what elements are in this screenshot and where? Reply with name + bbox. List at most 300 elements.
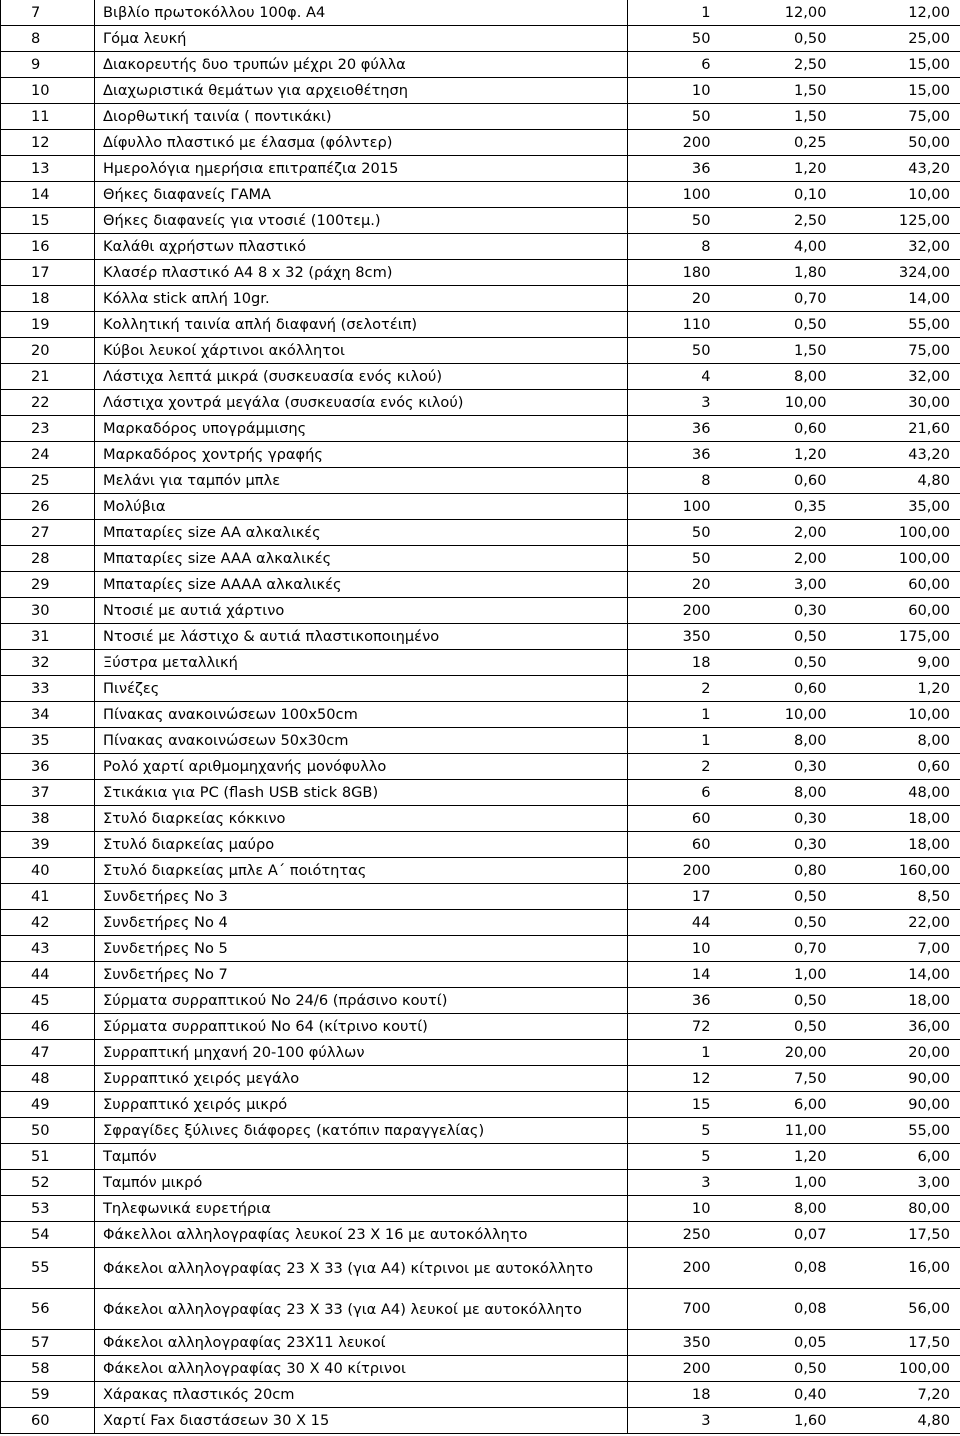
item-description-cell: Φάκελοι αλληλογραφίας 23 Χ 33 (για Α4) λευκοί με αυτοκόλλητο [95,1289,628,1330]
item-number-cell: 46 [1,1014,95,1040]
unit-price-cell: 2,00 [719,546,827,572]
total-cell: 7,00 [827,936,960,962]
item-number-cell: 29 [1,572,95,598]
unit-price-cell: 0,60 [719,416,827,442]
unit-price-cell: 2,50 [719,52,827,78]
item-description-cell: Καλάθι αχρήστων πλαστικό [95,234,628,260]
item-description-cell: Σύρματα συρραπτικού Νο 64 (κίτρινο κουτί) [95,1014,628,1040]
item-number-cell: 19 [1,312,95,338]
unit-price-cell: 0,30 [719,832,827,858]
item-number-cell: 30 [1,598,95,624]
table-row [1,1040,960,1066]
item-description-cell: Μαρκαδόρος χοντρής γραφής [95,442,628,468]
item-description-cell: Κολλητική ταινία απλή διαφανή (σελοτέιπ) [95,312,628,338]
item-number-cell: 34 [1,702,95,728]
quantity-cell: 50 [628,338,719,364]
item-number-cell: 26 [1,494,95,520]
unit-price-cell: 20,00 [719,1040,827,1066]
item-number-cell: 48 [1,1066,95,1092]
unit-price-cell: 8,00 [719,780,827,806]
item-description-cell: Φάκελοι αλληλογραφίας 23 Χ 33 (για Α4) κίτρινοι με αυτοκόλλητο [95,1248,628,1289]
item-description-cell: Συρραπτικό χειρός μεγάλο [95,1066,628,1092]
item-number-cell: 17 [1,260,95,286]
item-number-cell: 43 [1,936,95,962]
item-description-cell: Στυλό διαρκείας μαύρο [95,832,628,858]
item-description-cell: Μπαταρίες size AAA αλκαλικές [95,546,628,572]
item-number-cell: 14 [1,182,95,208]
total-cell: 48,00 [827,780,960,806]
unit-price-cell: 1,50 [719,338,827,364]
quantity-cell: 36 [628,156,719,182]
quantity-cell: 10 [628,936,719,962]
item-number-cell: 55 [1,1248,95,1289]
unit-price-cell: 4,00 [719,234,827,260]
table-row [1,884,960,910]
unit-price-cell: 1,20 [719,156,827,182]
quantity-cell: 36 [628,988,719,1014]
item-description-cell: Στυλό διαρκείας μπλε Α΄ ποιότητας [95,858,628,884]
table-row [1,156,960,182]
total-cell: 175,00 [827,624,960,650]
item-description-cell: Μαρκαδόρος υπογράμμισης [95,416,628,442]
total-cell: 60,00 [827,598,960,624]
item-description-cell: Συνδετήρες Νο 3 [95,884,628,910]
total-cell: 10,00 [827,702,960,728]
table-row [1,1248,960,1289]
quantity-cell: 700 [628,1289,719,1330]
item-number-cell: 8 [1,26,95,52]
total-cell: 75,00 [827,338,960,364]
table-row [1,910,960,936]
table-row [1,702,960,728]
item-description-cell: Πίνακας ανακοινώσεων 50x30cm [95,728,628,754]
table-row [1,728,960,754]
item-number-cell: 23 [1,416,95,442]
item-description-cell: Πίνακας ανακοινώσεων 100x50cm [95,702,628,728]
total-cell: 30,00 [827,390,960,416]
quantity-cell: 350 [628,624,719,650]
unit-price-cell: 0,40 [719,1382,827,1408]
total-cell: 18,00 [827,988,960,1014]
unit-price-cell: 8,00 [719,364,827,390]
item-description-cell: Ρολό χαρτί αριθμομηχανής μονόφυλλο [95,754,628,780]
unit-price-cell: 0,30 [719,598,827,624]
unit-price-cell: 10,00 [719,702,827,728]
total-cell: 4,80 [827,1408,960,1434]
item-number-cell: 41 [1,884,95,910]
unit-price-cell: 0,50 [719,884,827,910]
total-cell: 15,00 [827,52,960,78]
unit-price-cell: 8,00 [719,1196,827,1222]
unit-price-cell: 0,70 [719,936,827,962]
quantity-cell: 60 [628,832,719,858]
item-description-cell: Συνδετήρες Νο 7 [95,962,628,988]
quantity-cell: 12 [628,1066,719,1092]
total-cell: 125,00 [827,208,960,234]
quantity-cell: 200 [628,1248,719,1289]
table-row [1,1408,960,1434]
item-number-cell: 31 [1,624,95,650]
quantity-cell: 4 [628,364,719,390]
quantity-cell: 6 [628,52,719,78]
total-cell: 324,00 [827,260,960,286]
item-description-cell: Ημερολόγια ημερήσια επιτραπέζια 2015 [95,156,628,182]
item-number-cell: 32 [1,650,95,676]
quantity-cell: 17 [628,884,719,910]
total-cell: 0,60 [827,754,960,780]
total-cell: 160,00 [827,858,960,884]
total-cell: 8,50 [827,884,960,910]
unit-price-cell: 12,00 [719,0,827,26]
item-description-cell: Μπαταρίες size AAAA αλκαλικές [95,572,628,598]
item-description-cell: Μελάνι για ταμπόν μπλε [95,468,628,494]
quantity-cell: 36 [628,442,719,468]
unit-price-cell: 1,50 [719,104,827,130]
table-row [1,1170,960,1196]
unit-price-cell: 0,50 [719,650,827,676]
quantity-cell: 50 [628,208,719,234]
item-number-cell: 60 [1,1408,95,1434]
unit-price-cell: 0,50 [719,26,827,52]
item-description-cell: Κύβοι λευκοί χάρτινοι ακόλλητοι [95,338,628,364]
item-number-cell: 54 [1,1222,95,1248]
item-description-cell: Στικάκια για PC (flash USB stick 8GB) [95,780,628,806]
item-description-cell: Φάκελοι αλληλογραφίας 23Χ11 λευκοί [95,1330,628,1356]
table-row [1,260,960,286]
item-number-cell: 42 [1,910,95,936]
item-description-cell: Χαρτί Fax διαστάσεων 30 Χ 15 [95,1408,628,1434]
quantity-cell: 8 [628,234,719,260]
item-description-cell: Δίφυλλο πλαστικό με έλασμα (φόλντερ) [95,130,628,156]
unit-price-cell: 0,30 [719,806,827,832]
item-number-cell: 25 [1,468,95,494]
item-number-cell: 21 [1,364,95,390]
quantity-cell: 60 [628,806,719,832]
quantity-cell: 110 [628,312,719,338]
unit-price-cell: 0,70 [719,286,827,312]
item-description-cell: Χάρακας πλαστικός 20cm [95,1382,628,1408]
total-cell: 14,00 [827,286,960,312]
unit-price-cell: 0,50 [719,1014,827,1040]
item-description-cell: Λάστιχα χοντρά μεγάλα (συσκευασία ενός κιλού) [95,390,628,416]
total-cell: 12,00 [827,0,960,26]
unit-price-cell: 7,50 [719,1066,827,1092]
table-row [1,286,960,312]
total-cell: 25,00 [827,26,960,52]
item-description-cell: Συνδετήρες Νο 5 [95,936,628,962]
item-number-cell: 53 [1,1196,95,1222]
table-row [1,182,960,208]
unit-price-cell: 11,00 [719,1118,827,1144]
table-row [1,546,960,572]
item-description-cell: Τηλεφωνικά ευρετήρια [95,1196,628,1222]
quantity-cell: 1 [628,702,719,728]
quantity-cell: 2 [628,754,719,780]
table-row [1,520,960,546]
table-row [1,26,960,52]
quantity-cell: 36 [628,416,719,442]
item-number-cell: 59 [1,1382,95,1408]
item-description-cell: Φάκελοι αλληλογραφίας 30 Χ 40 κίτρινοι [95,1356,628,1382]
table-row [1,650,960,676]
unit-price-cell: 2,50 [719,208,827,234]
quantity-cell: 200 [628,858,719,884]
item-description-cell: Σύρματα συρραπτικού Νο 24/6 (πράσινο κουτί) [95,988,628,1014]
table-row [1,1289,960,1330]
table-row [1,234,960,260]
table-row [1,130,960,156]
total-cell: 20,00 [827,1040,960,1066]
total-cell: 43,20 [827,156,960,182]
total-cell: 18,00 [827,832,960,858]
table-row [1,1382,960,1408]
item-number-cell: 37 [1,780,95,806]
table-row [1,1356,960,1382]
item-description-cell: Ταμπόν [95,1144,628,1170]
unit-price-cell: 2,00 [719,520,827,546]
item-number-cell: 18 [1,286,95,312]
table-row [1,624,960,650]
item-description-cell: Ξύστρα μεταλλική [95,650,628,676]
quantity-cell: 18 [628,1382,719,1408]
item-number-cell: 22 [1,390,95,416]
table-row [1,1118,960,1144]
table-row [1,104,960,130]
total-cell: 80,00 [827,1196,960,1222]
table-row [1,364,960,390]
quantity-cell: 350 [628,1330,719,1356]
quantity-cell: 1 [628,0,719,26]
unit-price-cell: 0,05 [719,1330,827,1356]
table-row [1,78,960,104]
table-row [1,390,960,416]
unit-price-cell: 0,35 [719,494,827,520]
table-row [1,1196,960,1222]
item-number-cell: 24 [1,442,95,468]
item-number-cell: 11 [1,104,95,130]
table-row [1,988,960,1014]
unit-price-cell: 0,50 [719,988,827,1014]
unit-price-cell: 0,50 [719,624,827,650]
unit-price-cell: 6,00 [719,1092,827,1118]
quantity-cell: 18 [628,650,719,676]
table-row [1,858,960,884]
quantity-cell: 72 [628,1014,719,1040]
quantity-cell: 2 [628,676,719,702]
table-row [1,1014,960,1040]
total-cell: 55,00 [827,1118,960,1144]
unit-price-cell: 0,60 [719,676,827,702]
table-row [1,806,960,832]
table-row [1,676,960,702]
quantity-cell: 15 [628,1092,719,1118]
table-row [1,208,960,234]
unit-price-cell: 0,50 [719,910,827,936]
unit-price-cell: 1,00 [719,1170,827,1196]
item-number-cell: 13 [1,156,95,182]
table-row [1,780,960,806]
total-cell: 75,00 [827,104,960,130]
item-description-cell: Συνδετήρες Νο 4 [95,910,628,936]
quantity-cell: 8 [628,468,719,494]
quantity-cell: 50 [628,26,719,52]
unit-price-cell: 0,07 [719,1222,827,1248]
item-description-cell: Διακορευτής δυο τρυπών μέχρι 20 φύλλα [95,52,628,78]
unit-price-cell: 0,80 [719,858,827,884]
quantity-cell: 3 [628,1170,719,1196]
item-number-cell: 7 [1,0,95,26]
item-description-cell: Κόλλα stick απλή 10gr. [95,286,628,312]
item-description-cell: Μπαταρίες size AA αλκαλικές [95,520,628,546]
quantity-cell: 1 [628,728,719,754]
total-cell: 14,00 [827,962,960,988]
quantity-cell: 180 [628,260,719,286]
total-cell: 56,00 [827,1289,960,1330]
quantity-cell: 3 [628,390,719,416]
unit-price-cell: 0,50 [719,1356,827,1382]
item-description-cell: Φάκελλοι αλληλογραφίας λευκοί 23 Χ 16 με αυτοκόλλητο [95,1222,628,1248]
total-cell: 10,00 [827,182,960,208]
item-number-cell: 52 [1,1170,95,1196]
table-row [1,1222,960,1248]
item-description-cell: Κλασέρ πλαστικό Α4 8 x 32 (ράχη 8cm) [95,260,628,286]
unit-price-cell: 0,60 [719,468,827,494]
item-description-cell: Ντοσιέ με λάστιχο & αυτιά πλαστικοποιημένο [95,624,628,650]
item-number-cell: 49 [1,1092,95,1118]
table-row [1,312,960,338]
item-number-cell: 39 [1,832,95,858]
total-cell: 90,00 [827,1092,960,1118]
total-cell: 32,00 [827,364,960,390]
item-description-cell: Διορθωτική ταινία ( ποντικάκι) [95,104,628,130]
table-body [1,0,960,1434]
unit-price-cell: 1,00 [719,962,827,988]
item-number-cell: 38 [1,806,95,832]
table-row [1,442,960,468]
total-cell: 100,00 [827,520,960,546]
item-description-cell: Μολύβια [95,494,628,520]
total-cell: 8,00 [827,728,960,754]
table-row [1,1066,960,1092]
item-number-cell: 16 [1,234,95,260]
table-row [1,52,960,78]
table-row [1,936,960,962]
total-cell: 17,50 [827,1222,960,1248]
quantity-cell: 14 [628,962,719,988]
total-cell: 90,00 [827,1066,960,1092]
unit-price-cell: 10,00 [719,390,827,416]
table-row [1,1092,960,1118]
total-cell: 9,00 [827,650,960,676]
table-row [1,338,960,364]
total-cell: 32,00 [827,234,960,260]
unit-price-cell: 0,50 [719,312,827,338]
item-number-cell: 33 [1,676,95,702]
unit-price-cell: 0,08 [719,1248,827,1289]
item-description-cell: Ντοσιέ με αυτιά χάρτινο [95,598,628,624]
quantity-cell: 10 [628,1196,719,1222]
quantity-cell: 50 [628,104,719,130]
unit-price-cell: 0,10 [719,182,827,208]
quantity-cell: 250 [628,1222,719,1248]
item-number-cell: 51 [1,1144,95,1170]
item-description-cell: Συρραπτικό χειρός μικρό [95,1092,628,1118]
unit-price-cell: 1,20 [719,442,827,468]
quantity-cell: 44 [628,910,719,936]
total-cell: 100,00 [827,546,960,572]
item-description-cell: Θήκες διαφανείς ΓΑΜΑ [95,182,628,208]
item-number-cell: 10 [1,78,95,104]
table-row [1,1144,960,1170]
table-row [1,416,960,442]
total-cell: 3,00 [827,1170,960,1196]
unit-price-cell: 8,00 [719,728,827,754]
item-number-cell: 50 [1,1118,95,1144]
item-number-cell: 57 [1,1330,95,1356]
item-description-cell: Σφραγίδες ξύλινες διάφορες (κατόπιν παραγγελίας) [95,1118,628,1144]
item-number-cell: 9 [1,52,95,78]
item-description-cell: Συρραπτική μηχανή 20-100 φύλλων [95,1040,628,1066]
item-number-cell: 45 [1,988,95,1014]
quantity-cell: 5 [628,1144,719,1170]
unit-price-cell: 0,30 [719,754,827,780]
item-description-cell: Στυλό διαρκείας κόκκινο [95,806,628,832]
quantity-cell: 200 [628,598,719,624]
item-number-cell: 15 [1,208,95,234]
quantity-cell: 3 [628,1408,719,1434]
unit-price-cell: 1,50 [719,78,827,104]
quantity-cell: 20 [628,572,719,598]
unit-price-cell: 0,08 [719,1289,827,1330]
quantity-cell: 20 [628,286,719,312]
quantity-cell: 5 [628,1118,719,1144]
item-number-cell: 36 [1,754,95,780]
total-cell: 43,20 [827,442,960,468]
total-cell: 100,00 [827,1356,960,1382]
total-cell: 6,00 [827,1144,960,1170]
quantity-cell: 200 [628,1356,719,1382]
item-description-cell: Ταμπόν μικρό [95,1170,628,1196]
unit-price-cell: 1,80 [719,260,827,286]
quantity-cell: 100 [628,494,719,520]
item-number-cell: 56 [1,1289,95,1330]
total-cell: 60,00 [827,572,960,598]
total-cell: 35,00 [827,494,960,520]
total-cell: 55,00 [827,312,960,338]
quantity-cell: 10 [628,78,719,104]
item-number-cell: 40 [1,858,95,884]
total-cell: 16,00 [827,1248,960,1289]
quantity-cell: 200 [628,130,719,156]
unit-price-cell: 0,25 [719,130,827,156]
total-cell: 17,50 [827,1330,960,1356]
total-cell: 1,20 [827,676,960,702]
unit-price-cell: 3,00 [719,572,827,598]
item-description-cell: Πινέζες [95,676,628,702]
total-cell: 4,80 [827,468,960,494]
total-cell: 22,00 [827,910,960,936]
item-number-cell: 35 [1,728,95,754]
quantity-cell: 1 [628,1040,719,1066]
total-cell: 36,00 [827,1014,960,1040]
table-row [1,1330,960,1356]
item-number-cell: 28 [1,546,95,572]
table-row [1,962,960,988]
table-row [1,754,960,780]
total-cell: 18,00 [827,806,960,832]
item-number-cell: 27 [1,520,95,546]
total-cell: 7,20 [827,1382,960,1408]
